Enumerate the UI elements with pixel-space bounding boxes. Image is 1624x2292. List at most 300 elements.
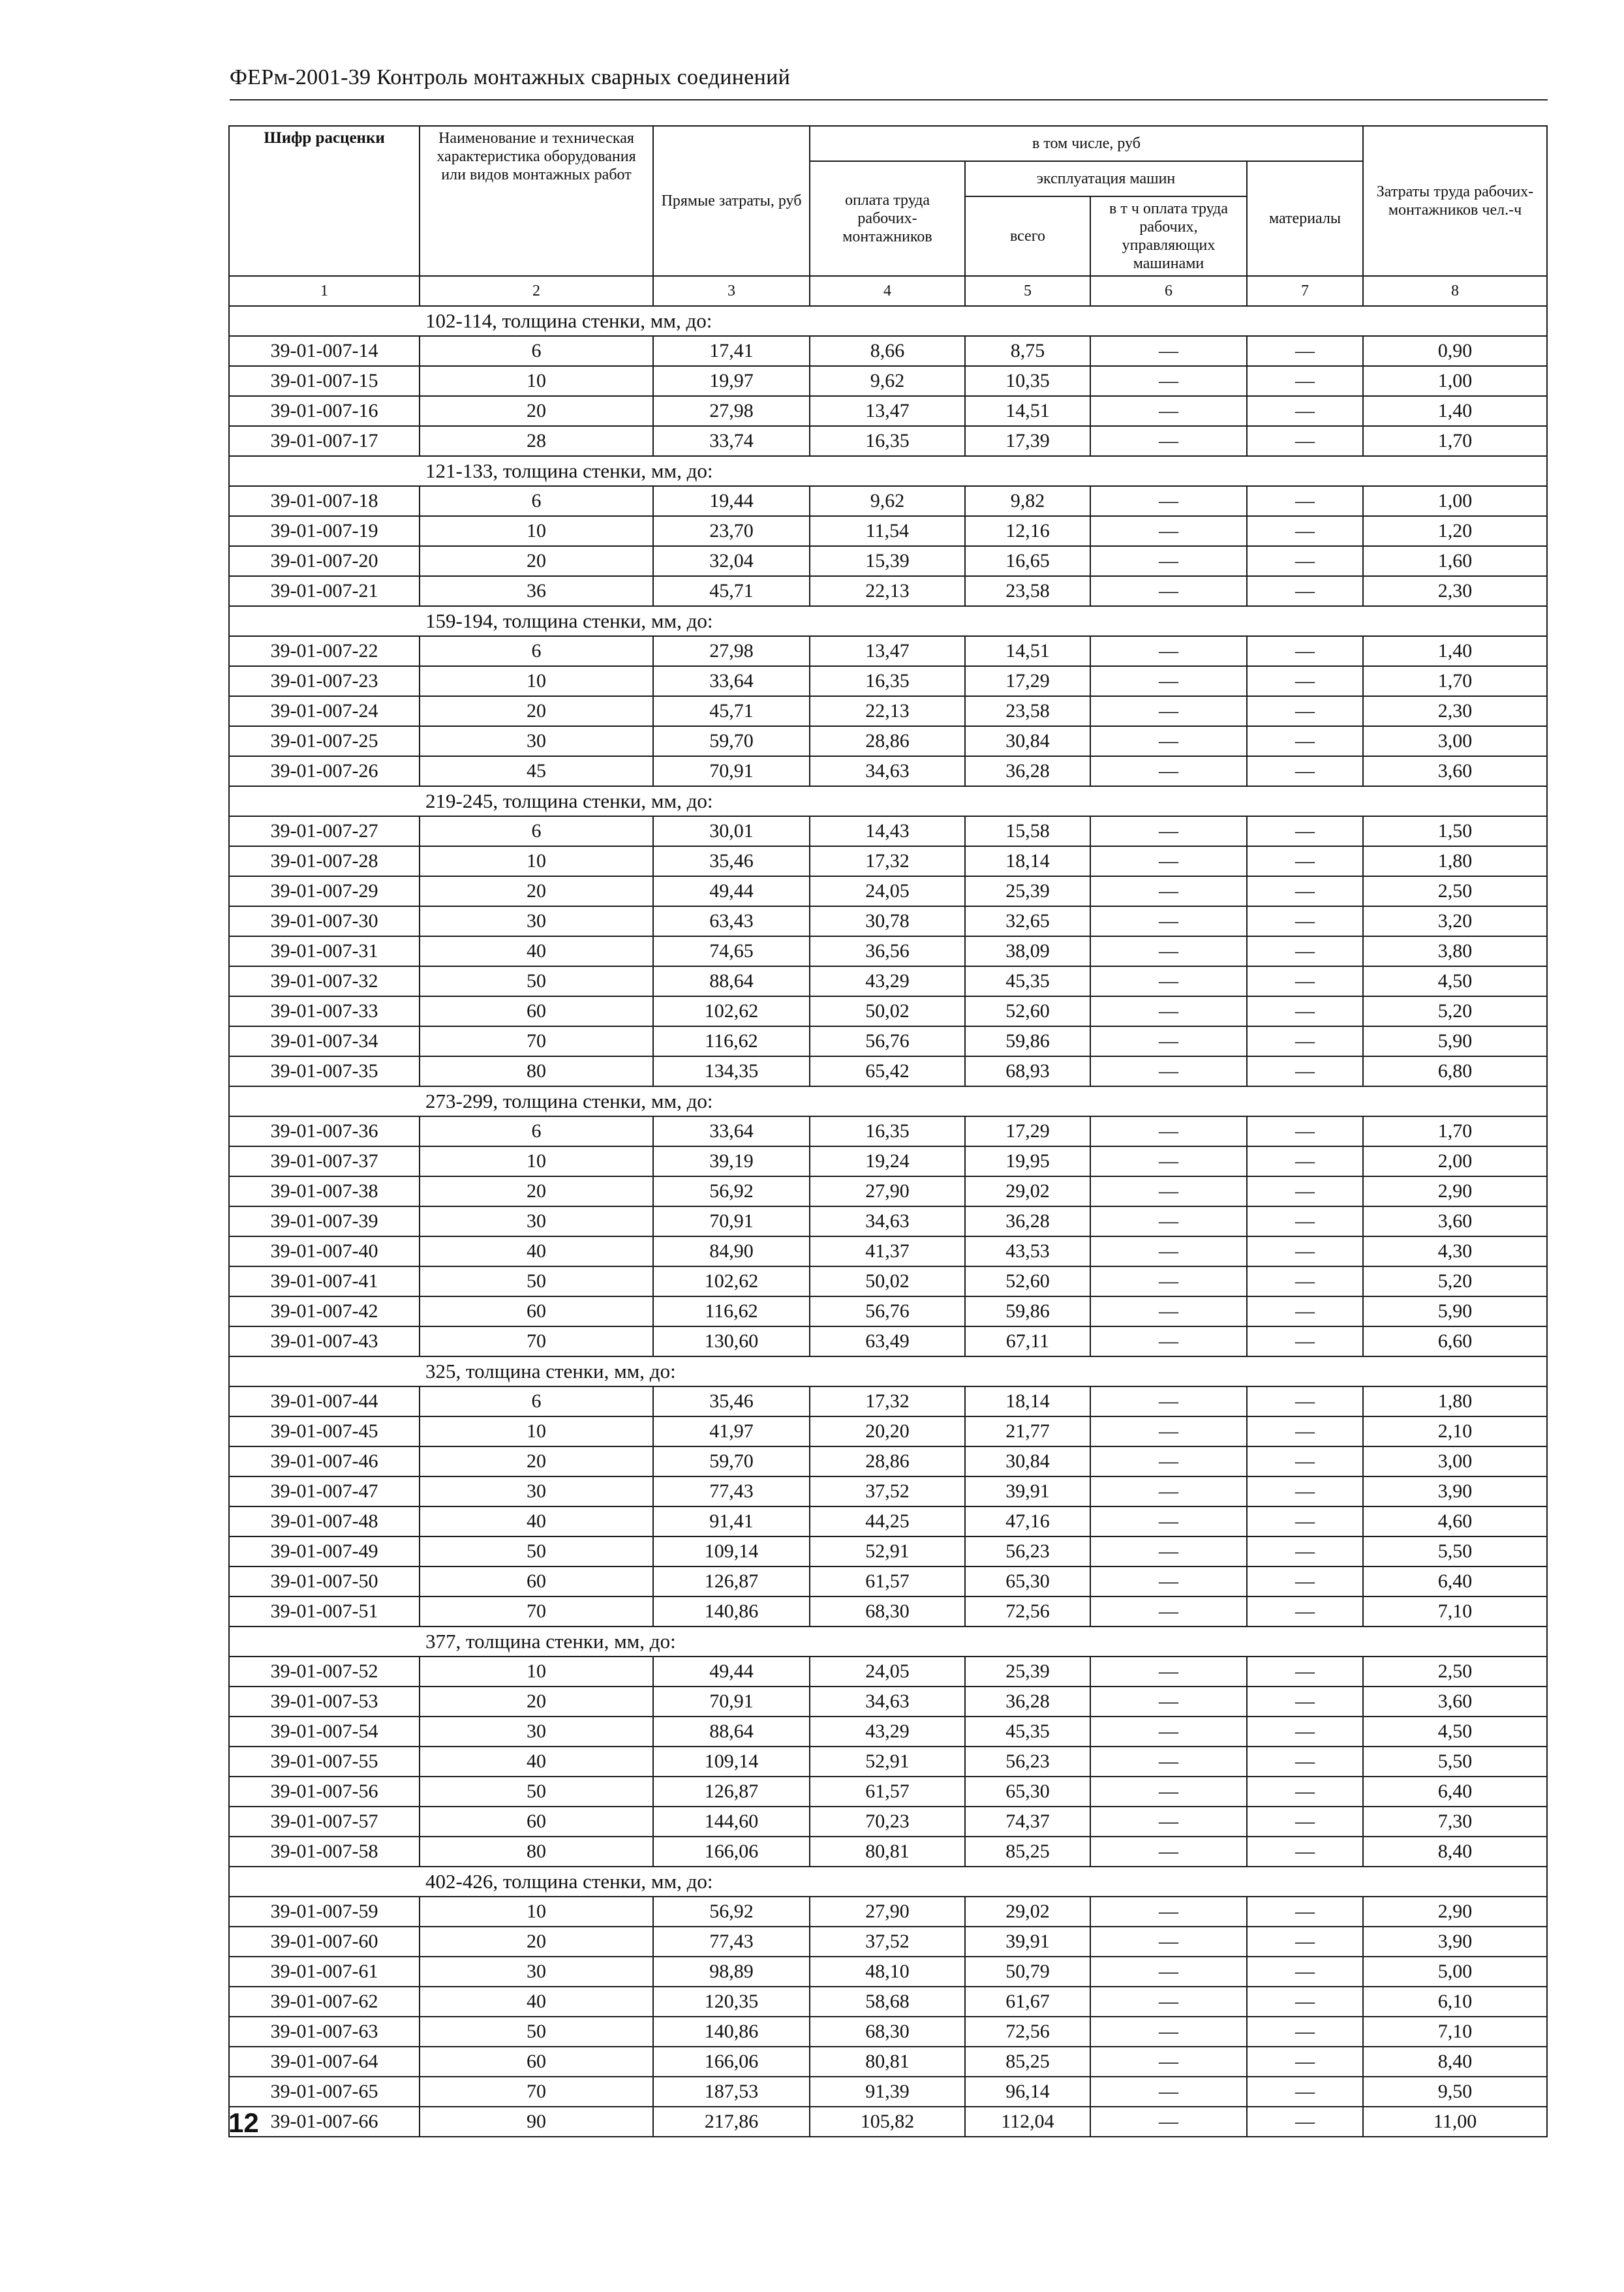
rate-code: 39-01-007-21 bbox=[229, 576, 420, 606]
section-title: 377, толщина стенки, мм, до: bbox=[229, 1627, 1547, 1657]
wall-thickness: 20 bbox=[420, 1446, 653, 1476]
table-row bbox=[229, 906, 1547, 936]
machines-labor: — bbox=[1090, 516, 1247, 546]
wall-thickness: 20 bbox=[420, 696, 653, 726]
price-norms-table bbox=[228, 125, 1548, 2137]
rate-code: 39-01-007-23 bbox=[229, 666, 420, 696]
labor-pay: 16,35 bbox=[810, 426, 965, 456]
wall-thickness: 45 bbox=[420, 756, 653, 786]
machines-total: 17,29 bbox=[965, 666, 1090, 696]
labor-hours: 1,70 bbox=[1363, 666, 1547, 696]
col-number: 8 bbox=[1363, 276, 1547, 306]
machines-total: 112,04 bbox=[965, 2107, 1090, 2137]
materials: — bbox=[1247, 1146, 1363, 1176]
labor-pay: 80,81 bbox=[810, 2047, 965, 2077]
labor-pay: 61,57 bbox=[810, 1777, 965, 1807]
machines-total: 50,79 bbox=[965, 1957, 1090, 1987]
machines-total: 18,14 bbox=[965, 846, 1090, 876]
machines-total: 12,16 bbox=[965, 516, 1090, 546]
table-row bbox=[229, 1506, 1547, 1536]
header-materials: материалы bbox=[1247, 161, 1363, 276]
labor-pay: 22,13 bbox=[810, 576, 965, 606]
direct-costs: 19,44 bbox=[653, 486, 810, 516]
direct-costs: 116,62 bbox=[653, 1296, 810, 1326]
header-labor-pay: оплата труда рабочих-монтажников bbox=[810, 161, 965, 276]
table-row bbox=[229, 2077, 1547, 2107]
machines-labor: — bbox=[1090, 1897, 1247, 1927]
machines-labor: — bbox=[1090, 1747, 1247, 1777]
direct-costs: 45,71 bbox=[653, 696, 810, 726]
labor-pay: 52,91 bbox=[810, 1536, 965, 1566]
wall-thickness: 28 bbox=[420, 426, 653, 456]
table-row bbox=[229, 1236, 1547, 1266]
labor-pay: 16,35 bbox=[810, 666, 965, 696]
col-number: 5 bbox=[965, 276, 1090, 306]
direct-costs: 39,19 bbox=[653, 1146, 810, 1176]
labor-pay: 61,57 bbox=[810, 1566, 965, 1597]
table-row bbox=[229, 1266, 1547, 1296]
direct-costs: 35,46 bbox=[653, 846, 810, 876]
labor-pay: 36,56 bbox=[810, 936, 965, 966]
labor-hours: 3,80 bbox=[1363, 936, 1547, 966]
labor-hours: 11,00 bbox=[1363, 2107, 1547, 2137]
header-code: Шифр расценки bbox=[229, 126, 420, 276]
rate-code: 39-01-007-18 bbox=[229, 486, 420, 516]
materials: — bbox=[1247, 1897, 1363, 1927]
machines-labor: — bbox=[1090, 1146, 1247, 1176]
rate-code: 39-01-007-51 bbox=[229, 1597, 420, 1627]
wall-thickness: 50 bbox=[420, 1777, 653, 1807]
table-body bbox=[229, 306, 1547, 2137]
direct-costs: 102,62 bbox=[653, 996, 810, 1026]
machines-labor: — bbox=[1090, 936, 1247, 966]
machines-total: 29,02 bbox=[965, 1897, 1090, 1927]
wall-thickness: 10 bbox=[420, 666, 653, 696]
direct-costs: 77,43 bbox=[653, 1927, 810, 1957]
direct-costs: 35,46 bbox=[653, 1386, 810, 1416]
direct-costs: 49,44 bbox=[653, 1657, 810, 1687]
labor-hours: 2,30 bbox=[1363, 576, 1547, 606]
materials: — bbox=[1247, 1927, 1363, 1957]
rate-code: 39-01-007-31 bbox=[229, 936, 420, 966]
machines-total: 17,39 bbox=[965, 426, 1090, 456]
wall-thickness: 40 bbox=[420, 1506, 653, 1536]
wall-thickness: 20 bbox=[420, 1687, 653, 1717]
table-row bbox=[229, 876, 1547, 906]
labor-pay: 28,86 bbox=[810, 1446, 965, 1476]
materials: — bbox=[1247, 816, 1363, 846]
wall-thickness: 20 bbox=[420, 876, 653, 906]
rate-code: 39-01-007-41 bbox=[229, 1266, 420, 1296]
materials: — bbox=[1247, 576, 1363, 606]
labor-pay: 68,30 bbox=[810, 1597, 965, 1627]
rate-code: 39-01-007-17 bbox=[229, 426, 420, 456]
machines-labor: — bbox=[1090, 1026, 1247, 1056]
table-row bbox=[229, 1446, 1547, 1476]
machines-labor: — bbox=[1090, 696, 1247, 726]
labor-hours: 2,90 bbox=[1363, 1176, 1547, 1206]
header-labor-cost: Затраты труда рабочих-монтажников чел.-ч bbox=[1363, 126, 1547, 276]
section-title: 159-194, толщина стенки, мм, до: bbox=[229, 606, 1547, 636]
rate-code: 39-01-007-28 bbox=[229, 846, 420, 876]
labor-hours: 6,40 bbox=[1363, 1777, 1547, 1807]
labor-hours: 4,30 bbox=[1363, 1236, 1547, 1266]
wall-thickness: 10 bbox=[420, 846, 653, 876]
table-row bbox=[229, 1146, 1547, 1176]
materials: — bbox=[1247, 1236, 1363, 1266]
labor-hours: 1,60 bbox=[1363, 546, 1547, 576]
section-title: 102-114, толщина стенки, мм, до: bbox=[229, 306, 1547, 336]
materials: — bbox=[1247, 2107, 1363, 2137]
rate-code: 39-01-007-55 bbox=[229, 1747, 420, 1777]
materials: — bbox=[1247, 1807, 1363, 1837]
wall-thickness: 60 bbox=[420, 2047, 653, 2077]
labor-pay: 34,63 bbox=[810, 1206, 965, 1236]
table-row bbox=[229, 1957, 1547, 1987]
labor-pay: 34,63 bbox=[810, 756, 965, 786]
table-row bbox=[229, 2107, 1547, 2137]
machines-total: 30,84 bbox=[965, 1446, 1090, 1476]
materials: — bbox=[1247, 1206, 1363, 1236]
wall-thickness: 60 bbox=[420, 1566, 653, 1597]
labor-pay: 16,35 bbox=[810, 1116, 965, 1146]
wall-thickness: 6 bbox=[420, 1116, 653, 1146]
machines-labor: — bbox=[1090, 1687, 1247, 1717]
machines-labor: — bbox=[1090, 1386, 1247, 1416]
labor-pay: 43,29 bbox=[810, 1717, 965, 1747]
materials: — bbox=[1247, 546, 1363, 576]
labor-hours: 3,90 bbox=[1363, 1927, 1547, 1957]
page-header-title: ФЕРм-2001-39 Контроль монтажных сварных соединений bbox=[230, 65, 791, 89]
labor-hours: 9,50 bbox=[1363, 2077, 1547, 2107]
direct-costs: 30,01 bbox=[653, 816, 810, 846]
machines-labor: — bbox=[1090, 966, 1247, 996]
machines-total: 17,29 bbox=[965, 1116, 1090, 1146]
labor-pay: 27,90 bbox=[810, 1176, 965, 1206]
table-row bbox=[229, 666, 1547, 696]
machines-total: 38,09 bbox=[965, 936, 1090, 966]
header-machines-labor: в т ч оплата труда рабочих, управляющих машинами bbox=[1090, 196, 1247, 276]
machines-total: 14,51 bbox=[965, 396, 1090, 426]
labor-hours: 1,50 bbox=[1363, 816, 1547, 846]
machines-total: 25,39 bbox=[965, 1657, 1090, 1687]
machines-labor: — bbox=[1090, 906, 1247, 936]
materials: — bbox=[1247, 1416, 1363, 1446]
section-header-row bbox=[229, 1356, 1547, 1386]
rate-code: 39-01-007-62 bbox=[229, 1987, 420, 2017]
direct-costs: 144,60 bbox=[653, 1807, 810, 1837]
rate-code: 39-01-007-66 bbox=[229, 2107, 420, 2137]
labor-hours: 2,50 bbox=[1363, 1657, 1547, 1687]
direct-costs: 166,06 bbox=[653, 2047, 810, 2077]
materials: — bbox=[1247, 936, 1363, 966]
direct-costs: 102,62 bbox=[653, 1266, 810, 1296]
materials: — bbox=[1247, 726, 1363, 756]
materials: — bbox=[1247, 696, 1363, 726]
table-row bbox=[229, 1536, 1547, 1566]
machines-labor: — bbox=[1090, 1597, 1247, 1627]
materials: — bbox=[1247, 1506, 1363, 1536]
labor-hours: 3,60 bbox=[1363, 1206, 1547, 1236]
labor-pay: 68,30 bbox=[810, 2017, 965, 2047]
labor-pay: 80,81 bbox=[810, 1837, 965, 1867]
materials: — bbox=[1247, 1386, 1363, 1416]
table-row bbox=[229, 1987, 1547, 2017]
labor-pay: 37,52 bbox=[810, 1476, 965, 1506]
labor-pay: 14,43 bbox=[810, 816, 965, 846]
rate-code: 39-01-007-29 bbox=[229, 876, 420, 906]
wall-thickness: 10 bbox=[420, 1897, 653, 1927]
machines-labor: — bbox=[1090, 1446, 1247, 1476]
materials: — bbox=[1247, 2047, 1363, 2077]
direct-costs: 217,86 bbox=[653, 2107, 810, 2137]
direct-costs: 98,89 bbox=[653, 1957, 810, 1987]
wall-thickness: 80 bbox=[420, 1056, 653, 1086]
rate-code: 39-01-007-48 bbox=[229, 1506, 420, 1536]
labor-pay: 11,54 bbox=[810, 516, 965, 546]
machines-labor: — bbox=[1090, 816, 1247, 846]
machines-labor: — bbox=[1090, 2047, 1247, 2077]
machines-total: 45,35 bbox=[965, 966, 1090, 996]
machines-total: 65,30 bbox=[965, 1566, 1090, 1597]
labor-pay: 63,49 bbox=[810, 1326, 965, 1356]
machines-labor: — bbox=[1090, 1566, 1247, 1597]
wall-thickness: 10 bbox=[420, 516, 653, 546]
wall-thickness: 60 bbox=[420, 1296, 653, 1326]
labor-hours: 8,40 bbox=[1363, 1837, 1547, 1867]
column-number-row bbox=[229, 276, 1547, 306]
table-row bbox=[229, 1116, 1547, 1146]
labor-hours: 3,00 bbox=[1363, 1446, 1547, 1476]
direct-costs: 33,64 bbox=[653, 666, 810, 696]
materials: — bbox=[1247, 486, 1363, 516]
col-number: 6 bbox=[1090, 276, 1247, 306]
table-row bbox=[229, 846, 1547, 876]
machines-total: 74,37 bbox=[965, 1807, 1090, 1837]
labor-hours: 1,70 bbox=[1363, 1116, 1547, 1146]
section-header-row bbox=[229, 1867, 1547, 1897]
labor-pay: 22,13 bbox=[810, 696, 965, 726]
machines-labor: — bbox=[1090, 366, 1247, 396]
direct-costs: 130,60 bbox=[653, 1326, 810, 1356]
machines-labor: — bbox=[1090, 1987, 1247, 2017]
wall-thickness: 20 bbox=[420, 396, 653, 426]
materials: — bbox=[1247, 1266, 1363, 1296]
labor-pay: 30,78 bbox=[810, 906, 965, 936]
direct-costs: 70,91 bbox=[653, 756, 810, 786]
rate-code: 39-01-007-58 bbox=[229, 1837, 420, 1867]
machines-total: 36,28 bbox=[965, 1206, 1090, 1236]
labor-hours: 4,50 bbox=[1363, 966, 1547, 996]
machines-total: 21,77 bbox=[965, 1416, 1090, 1446]
table-row bbox=[229, 1807, 1547, 1837]
wall-thickness: 30 bbox=[420, 906, 653, 936]
materials: — bbox=[1247, 426, 1363, 456]
materials: — bbox=[1247, 666, 1363, 696]
machines-labor: — bbox=[1090, 846, 1247, 876]
labor-hours: 7,10 bbox=[1363, 1597, 1547, 1627]
labor-hours: 4,50 bbox=[1363, 1717, 1547, 1747]
materials: — bbox=[1247, 366, 1363, 396]
direct-costs: 27,98 bbox=[653, 636, 810, 666]
rate-code: 39-01-007-24 bbox=[229, 696, 420, 726]
wall-thickness: 10 bbox=[420, 1146, 653, 1176]
table-row bbox=[229, 1416, 1547, 1446]
machines-labor: — bbox=[1090, 1837, 1247, 1867]
rate-code: 39-01-007-37 bbox=[229, 1146, 420, 1176]
machines-labor: — bbox=[1090, 1927, 1247, 1957]
materials: — bbox=[1247, 1176, 1363, 1206]
machines-total: 65,30 bbox=[965, 1777, 1090, 1807]
labor-hours: 6,40 bbox=[1363, 1566, 1547, 1597]
machines-labor: — bbox=[1090, 756, 1247, 786]
section-title: 402-426, толщина стенки, мм, до: bbox=[229, 1867, 1547, 1897]
labor-pay: 41,37 bbox=[810, 1236, 965, 1266]
labor-pay: 50,02 bbox=[810, 996, 965, 1026]
rate-code: 39-01-007-59 bbox=[229, 1897, 420, 1927]
rate-code: 39-01-007-14 bbox=[229, 336, 420, 366]
wall-thickness: 40 bbox=[420, 1236, 653, 1266]
machines-labor: — bbox=[1090, 396, 1247, 426]
direct-costs: 109,14 bbox=[653, 1536, 810, 1566]
rate-code: 39-01-007-36 bbox=[229, 1116, 420, 1146]
rate-code: 39-01-007-35 bbox=[229, 1056, 420, 1086]
rate-code: 39-01-007-64 bbox=[229, 2047, 420, 2077]
wall-thickness: 70 bbox=[420, 1026, 653, 1056]
header-rule bbox=[230, 99, 1548, 100]
labor-pay: 19,24 bbox=[810, 1146, 965, 1176]
section-header-row bbox=[229, 456, 1547, 486]
labor-hours: 1,70 bbox=[1363, 426, 1547, 456]
table-row bbox=[229, 996, 1547, 1026]
materials: — bbox=[1247, 1566, 1363, 1597]
direct-costs: 56,92 bbox=[653, 1897, 810, 1927]
materials: — bbox=[1247, 2077, 1363, 2107]
machines-total: 52,60 bbox=[965, 996, 1090, 1026]
machines-labor: — bbox=[1090, 876, 1247, 906]
materials: — bbox=[1247, 1657, 1363, 1687]
labor-pay: 58,68 bbox=[810, 1987, 965, 2017]
section-title: 325, толщина стенки, мм, до: bbox=[229, 1356, 1547, 1386]
direct-costs: 45,71 bbox=[653, 576, 810, 606]
section-header-row bbox=[229, 1086, 1547, 1116]
rate-code: 39-01-007-22 bbox=[229, 636, 420, 666]
labor-hours: 1,20 bbox=[1363, 516, 1547, 546]
direct-costs: 140,86 bbox=[653, 2017, 810, 2047]
materials: — bbox=[1247, 516, 1363, 546]
section-header-row bbox=[229, 306, 1547, 336]
materials: — bbox=[1247, 336, 1363, 366]
labor-pay: 20,20 bbox=[810, 1416, 965, 1446]
labor-hours: 1,80 bbox=[1363, 1386, 1547, 1416]
labor-pay: 9,62 bbox=[810, 486, 965, 516]
table-row bbox=[229, 1837, 1547, 1867]
materials: — bbox=[1247, 906, 1363, 936]
materials: — bbox=[1247, 1837, 1363, 1867]
labor-hours: 3,60 bbox=[1363, 756, 1547, 786]
direct-costs: 19,97 bbox=[653, 366, 810, 396]
col-number: 3 bbox=[653, 276, 810, 306]
materials: — bbox=[1247, 1326, 1363, 1356]
rate-code: 39-01-007-38 bbox=[229, 1176, 420, 1206]
materials: — bbox=[1247, 1026, 1363, 1056]
labor-pay: 56,76 bbox=[810, 1296, 965, 1326]
labor-hours: 1,40 bbox=[1363, 636, 1547, 666]
wall-thickness: 6 bbox=[420, 336, 653, 366]
materials: — bbox=[1247, 2017, 1363, 2047]
table-row bbox=[229, 1056, 1547, 1086]
rate-code: 39-01-007-57 bbox=[229, 1807, 420, 1837]
machines-labor: — bbox=[1090, 1536, 1247, 1566]
direct-costs: 27,98 bbox=[653, 396, 810, 426]
wall-thickness: 6 bbox=[420, 636, 653, 666]
table-row bbox=[229, 1176, 1547, 1206]
labor-hours: 2,10 bbox=[1363, 1416, 1547, 1446]
wall-thickness: 50 bbox=[420, 1536, 653, 1566]
labor-hours: 5,50 bbox=[1363, 1747, 1547, 1777]
rate-code: 39-01-007-32 bbox=[229, 966, 420, 996]
labor-pay: 52,91 bbox=[810, 1747, 965, 1777]
rate-code: 39-01-007-54 bbox=[229, 1717, 420, 1747]
wall-thickness: 30 bbox=[420, 1206, 653, 1236]
direct-costs: 33,64 bbox=[653, 1116, 810, 1146]
table-row bbox=[229, 366, 1547, 396]
labor-hours: 5,00 bbox=[1363, 1957, 1547, 1987]
table-row bbox=[229, 726, 1547, 756]
direct-costs: 109,14 bbox=[653, 1747, 810, 1777]
rate-code: 39-01-007-15 bbox=[229, 366, 420, 396]
labor-pay: 105,82 bbox=[810, 2107, 965, 2137]
section-title: 121-133, толщина стенки, мм, до: bbox=[229, 456, 1547, 486]
direct-costs: 70,91 bbox=[653, 1687, 810, 1717]
machines-total: 68,93 bbox=[965, 1056, 1090, 1086]
direct-costs: 49,44 bbox=[653, 876, 810, 906]
machines-labor: — bbox=[1090, 1807, 1247, 1837]
table-row bbox=[229, 516, 1547, 546]
labor-pay: 24,05 bbox=[810, 1657, 965, 1687]
wall-thickness: 6 bbox=[420, 486, 653, 516]
labor-pay: 50,02 bbox=[810, 1266, 965, 1296]
machines-total: 14,51 bbox=[965, 636, 1090, 666]
machines-total: 39,91 bbox=[965, 1927, 1090, 1957]
rate-code: 39-01-007-40 bbox=[229, 1236, 420, 1266]
header-machines: эксплуатация машин bbox=[965, 161, 1247, 196]
table-row bbox=[229, 1476, 1547, 1506]
labor-hours: 7,30 bbox=[1363, 1807, 1547, 1837]
direct-costs: 88,64 bbox=[653, 966, 810, 996]
table-row bbox=[229, 696, 1547, 726]
machines-labor: — bbox=[1090, 336, 1247, 366]
wall-thickness: 20 bbox=[420, 546, 653, 576]
table-row bbox=[229, 756, 1547, 786]
machines-labor: — bbox=[1090, 1657, 1247, 1687]
labor-pay: 17,32 bbox=[810, 1386, 965, 1416]
machines-total: 67,11 bbox=[965, 1326, 1090, 1356]
table-row bbox=[229, 1897, 1547, 1927]
labor-hours: 0,90 bbox=[1363, 336, 1547, 366]
materials: — bbox=[1247, 1747, 1363, 1777]
rate-code: 39-01-007-16 bbox=[229, 396, 420, 426]
labor-hours: 5,50 bbox=[1363, 1536, 1547, 1566]
machines-labor: — bbox=[1090, 1176, 1247, 1206]
labor-pay: 70,23 bbox=[810, 1807, 965, 1837]
materials: — bbox=[1247, 756, 1363, 786]
materials: — bbox=[1247, 1116, 1363, 1146]
table-row bbox=[229, 936, 1547, 966]
rate-code: 39-01-007-56 bbox=[229, 1777, 420, 1807]
col-number: 2 bbox=[420, 276, 653, 306]
table-row bbox=[229, 1296, 1547, 1326]
